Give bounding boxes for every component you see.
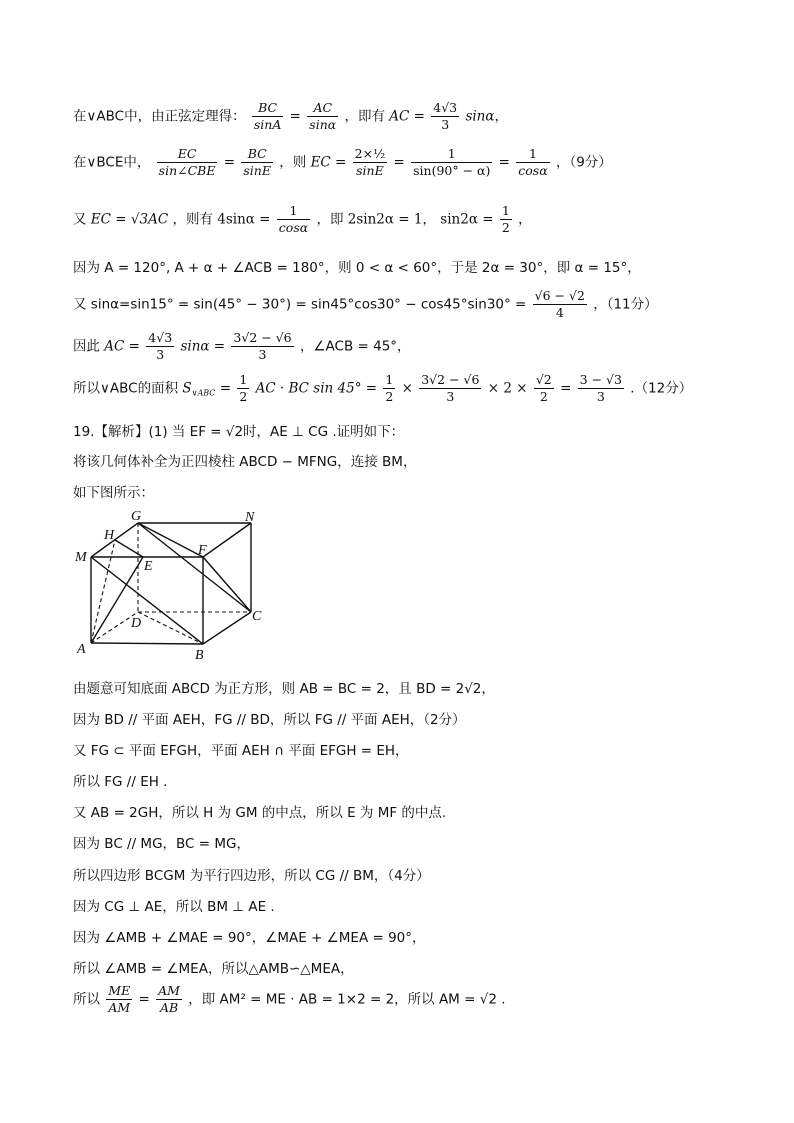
label-n: N: [245, 510, 255, 525]
equals-sign: =: [219, 380, 232, 397]
ac-equals-2: AC =: [104, 338, 140, 355]
text-line-21: [73, 983, 506, 1016]
line-21-text-b: ，即 AM² = ME · AB = 1×2 = 2，所以 AM = √2 .: [188, 991, 506, 1008]
equals-sign: =: [498, 154, 510, 171]
line-3-text-b: ，则有: [172, 211, 213, 228]
text-line-4: [73, 256, 641, 276]
text-line-14: [73, 770, 167, 790]
fraction-1-over-sin90: $\frac{1}{\sin(90^\circ - \alpha)}$: [413, 146, 491, 178]
fraction-4root3-over-3-2: $\frac{4√3}{3}$: [148, 330, 173, 362]
line-18-text: 因为 CG ⊥ AE，所以 BM ⊥ AE .: [73, 899, 275, 915]
text-line-5: [73, 288, 658, 321]
sin2alpha-eq-1: 2sin2α = 1: [347, 211, 423, 228]
label-m: M: [75, 550, 87, 565]
text-line-13: [73, 739, 409, 759]
label-g: G: [131, 509, 142, 524]
ac-equals: AC =: [389, 108, 425, 125]
edge-gc: [138, 523, 251, 612]
fraction-ac-sinalpha: $\frac{AC}{\sin\alpha}$: [309, 100, 337, 132]
text-line-1: 在∨ABC中，由正弦定理得： $\frac{BC}{\sin A}$ = $\frac{AC}{\sin\alpha}$ ，即有 AC = $\frac{4√3}{3}$ sinα，: [73, 100, 508, 132]
edge-bc: [203, 612, 251, 644]
fraction-root2-over-2: $\frac{√2}{2}$: [535, 372, 552, 404]
text-line-7: [73, 372, 692, 405]
line-9-text: 将该几何体补全为正四棱柱 ABCD − MFNG，连接 BM，: [73, 454, 417, 470]
text-line-16: [73, 832, 250, 852]
line-3-text-d: ，: [518, 211, 532, 228]
label-b: B: [195, 648, 204, 663]
line-16-text: 因为 BC // MG，BC = MG，: [73, 836, 250, 852]
line-8-text: 19.【解析】(1) 当 EF = √2时，AE ⊥ CG .证明如下：: [73, 424, 405, 440]
line-1-text-a: 在∨ABC中，由正弦定理得：: [73, 108, 246, 125]
text-line-9: [73, 450, 416, 470]
text-line-17: [73, 864, 430, 884]
line-6-text-b: ，∠ACB = 45°，: [299, 338, 411, 355]
sin-alpha: sinα: [465, 108, 495, 125]
text-line-10: [73, 481, 154, 501]
line-6-text-a: 因此: [73, 338, 100, 355]
four-sin-alpha: 4sinα =: [217, 211, 271, 228]
line-17-text: 所以四边形 BCGM 为平行四边形，所以 CG // BM，（4分）: [73, 868, 430, 884]
label-h: H: [104, 528, 115, 543]
fraction-one-half: $\frac{1}{2}$: [501, 203, 510, 235]
text-line-20: [73, 957, 354, 977]
fraction-bc-sina: $\frac{BC}{\sin A}$: [253, 100, 282, 132]
line-5-text-a: 又 sinα=sin15° = sin(45° − 30°) = sin45°cos30° − cos45°sin30° =: [73, 296, 527, 313]
line-21-text-a: 所以: [73, 991, 100, 1008]
fraction-half-over-sine: $\frac{\text{2×½}}{\sin E}$: [354, 146, 386, 178]
edge-gf: [138, 523, 203, 557]
text-line-19: [73, 926, 426, 946]
text-line-11: [73, 677, 495, 697]
fraction-me-over-am: $\frac{ME}{AM}$: [108, 983, 131, 1015]
area-middle-expr: AC · BC sin 45° =: [255, 380, 378, 397]
line-3-text-c: ，即: [316, 211, 344, 228]
fraction-1-over-cosalpha: $\frac{1}{\cos\alpha}$: [518, 146, 548, 178]
fraction-bc-sine: $\frac{BC}{\sin E}$: [243, 146, 271, 178]
edge-db: [138, 612, 203, 644]
line-5-text-b: ，（11分）: [593, 296, 658, 313]
line-7-text-a: 所以∨ABC的面积: [73, 380, 179, 397]
line-7-text-b: .（12分）: [630, 380, 693, 397]
text-line-3: 又 EC = √3AC ，则有 4sinα = $\frac{1}{\cos\alpha}$ ，即 2sin2α = 1， sin2α = $\frac{1}{2}$ ，: [73, 203, 532, 235]
fraction-root6-minus-root2-over-4: $\frac{√6 - √2}{4}$: [534, 288, 585, 320]
edge-he: [115, 540, 143, 557]
fraction-3root2-minus-root6-over-3-b: $\frac{3√2 - √6}{3}$: [421, 372, 480, 404]
line-10-text: 如下图所示：: [73, 485, 154, 501]
sin-alpha-equals: sinα =: [180, 338, 226, 355]
label-f: F: [198, 543, 207, 558]
fraction-half-a: $\frac{1}{2}$: [239, 372, 248, 404]
line-20-text: 所以 ∠AMB = ∠MEA，所以△AMB∽△MEA，: [73, 961, 354, 977]
line-2-text-a: 在∨BCE中，: [73, 154, 151, 171]
ec-relation: EC = √3AC: [90, 211, 169, 228]
line-12-text: 因为 BD // 平面 AEH，FG // BD，所以 FG // 平面 AEH，（2分）: [73, 712, 466, 728]
label-e: E: [144, 559, 153, 574]
line-1-text-b: ，即有: [344, 108, 385, 125]
fraction-1-over-cosalpha-2: $\frac{1}{\cos\alpha}$: [278, 203, 309, 235]
fraction-am-over-ab: $\frac{AM}{AB}$: [158, 983, 180, 1015]
equals-sign: =: [138, 991, 150, 1008]
edge-fc: [203, 557, 251, 612]
line-3-text-a: 又: [73, 211, 87, 228]
text-line-8: [73, 420, 404, 440]
label-a: A: [77, 642, 86, 657]
line-19-text: 因为 ∠AMB + ∠MAE = 90°，∠MAE + ∠MEA = 90°，: [73, 930, 426, 946]
fraction-4root3-over-3: $\frac{4√3}{3}$: [433, 100, 458, 132]
text-line-6: [73, 330, 411, 363]
equals-sign: =: [223, 154, 236, 171]
line-15-text: 又 AB = 2GH，所以 H 为 GM 的中点，所以 E 为 MF 的中点.: [73, 805, 447, 821]
line-4-text: 因为 A = 120°, A + α + ∠ACB = 180°，则 0 < α < 60°，于是 2α = 30°，即 α = 15°，: [73, 260, 641, 276]
sin2alpha-equals: sin2α =: [440, 211, 494, 228]
edge-ab: [91, 643, 203, 644]
fraction-3root2-minus-root6-over-3: $\frac{3√2 - √6}{3}$: [233, 330, 292, 362]
text-line-2: [73, 146, 612, 179]
edge-fn: [203, 523, 251, 557]
text-line-18: [73, 895, 275, 915]
label-d: D: [131, 616, 142, 631]
line-14-text: 所以 FG // EH .: [73, 774, 168, 790]
label-c: C: [252, 609, 262, 624]
line-2-text-c: ，（9分）: [555, 154, 612, 171]
times-two-times: × 2 ×: [487, 380, 528, 397]
ec-equals: EC =: [310, 154, 347, 171]
equals-sign: =: [289, 108, 301, 125]
line-13-text: 又 FG ⊂ 平面 EFGH，平面 AEH ∩ 平面 EFGH = EH，: [73, 743, 409, 759]
fraction-3-minus-root3-over-3: $\frac{3 - √3}{3}$: [579, 372, 622, 404]
text-line-15: [73, 801, 446, 821]
line-11-text: 由题意可知底面 ABCD 为正方形，则 AB = BC = 2，且 BD = 2√2，: [73, 681, 495, 697]
times-sign: ×: [401, 380, 413, 397]
area-symbol: S: [182, 380, 192, 397]
equals-sign: =: [560, 380, 572, 397]
fraction-ec-sincbe: $\frac{EC}{\text{sin∠CBE}}$: [158, 146, 216, 178]
prism-figure: [73, 508, 273, 663]
area-subscript: ∨ABC: [191, 388, 216, 398]
line-2-text-b: ，则: [279, 154, 307, 171]
fraction-half-b: $\frac{1}{2}$: [385, 372, 394, 404]
equals-sign: =: [393, 154, 405, 171]
edge-ah: [91, 540, 115, 643]
text-line-12: [73, 708, 466, 728]
